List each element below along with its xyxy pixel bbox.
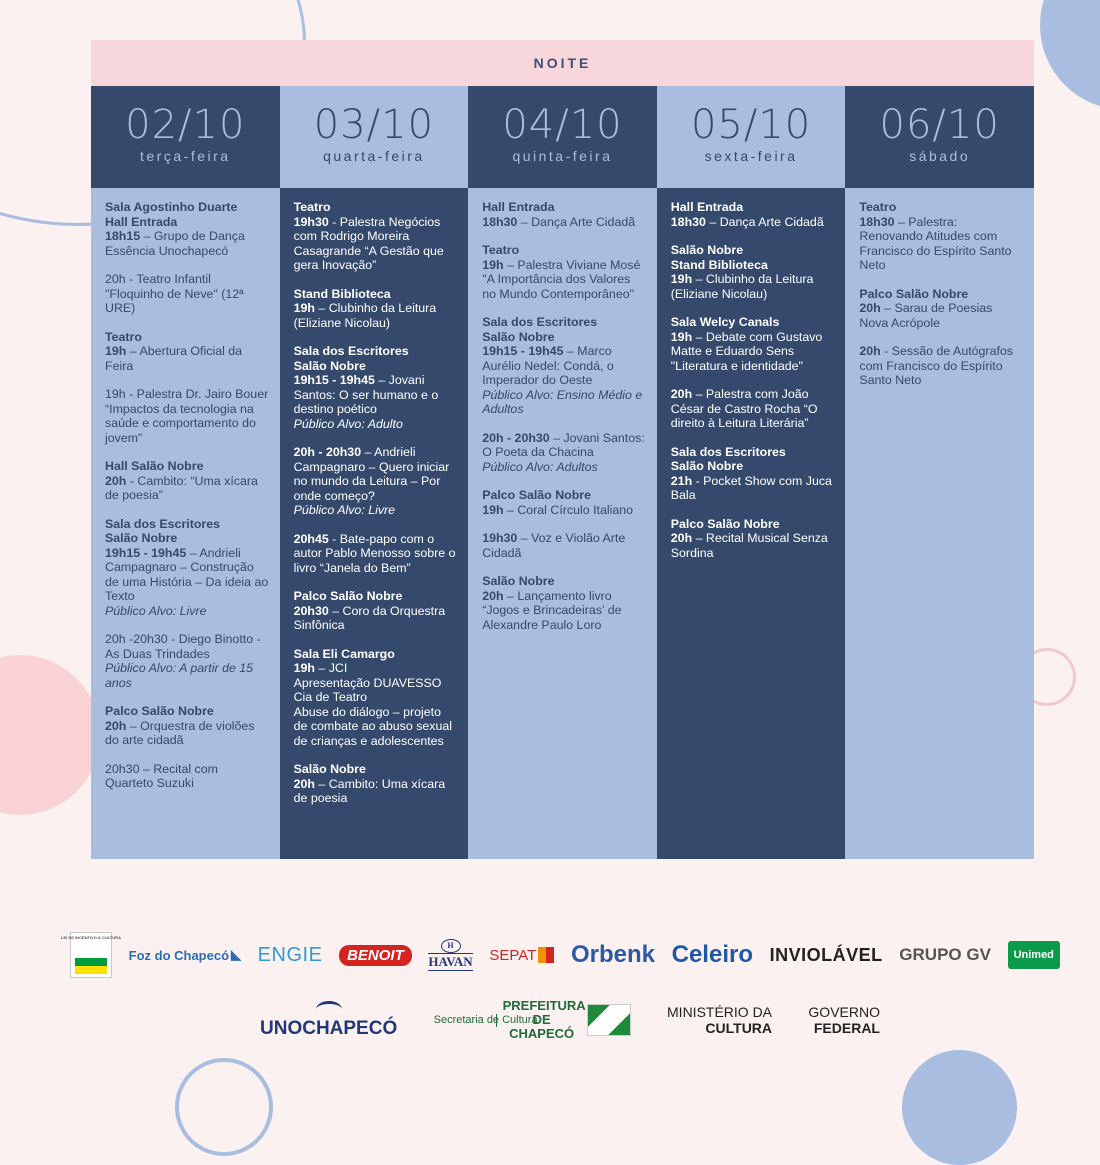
day-weekday: quinta-feira bbox=[512, 148, 613, 164]
event-time: 20h bbox=[105, 718, 127, 733]
event-description bbox=[671, 330, 823, 373]
event-item bbox=[105, 459, 270, 503]
event-description bbox=[294, 215, 444, 273]
event-location: Sala Eli Camargo bbox=[293, 646, 395, 661]
decorative-circle-top-right bbox=[1040, 0, 1100, 110]
day-header bbox=[280, 86, 469, 188]
logo-prefeitura-text: PREFEITURA DE CHAPECÓ bbox=[502, 998, 586, 1041]
logo-unimed bbox=[1008, 941, 1060, 969]
event-location: Teatro bbox=[859, 200, 897, 214]
event-description bbox=[482, 215, 635, 229]
logo-havan bbox=[428, 939, 472, 971]
event-time: 18h15 bbox=[105, 229, 141, 243]
event-text: - Cambito: “Uma xícara de poesia” bbox=[105, 473, 258, 502]
logo-prefeitura-chapeco bbox=[434, 999, 631, 1041]
event-item bbox=[294, 762, 459, 806]
event-description bbox=[294, 604, 446, 633]
logo-ministerio-cultura bbox=[667, 1004, 772, 1036]
event-item bbox=[671, 315, 836, 373]
day-events bbox=[657, 188, 846, 859]
event-time: 20h bbox=[482, 588, 504, 603]
event-description bbox=[482, 431, 645, 460]
event-item bbox=[671, 445, 836, 503]
event-text: 20h - Teatro Infantil "Floquinho de Neve" (12ª URE) bbox=[105, 272, 244, 315]
event-time: 20h bbox=[670, 531, 693, 545]
event-text: – Voz e Violão Arte Cidadã bbox=[482, 531, 626, 560]
event-location: Palco Salão Nobre bbox=[670, 516, 780, 531]
event-time: 19h bbox=[293, 301, 315, 315]
ministerio-line2: CULTURA bbox=[705, 1020, 773, 1036]
day-weekday: quarta-feira bbox=[323, 148, 425, 164]
chapeco-flag-icon bbox=[587, 1004, 631, 1036]
page-title: NOITE bbox=[91, 40, 1034, 86]
day-events bbox=[468, 188, 657, 859]
event-item bbox=[482, 315, 647, 417]
logo-foz-do-chapeco-text: Foz do Chapecó bbox=[128, 947, 230, 963]
day-date: 03/10 bbox=[313, 102, 435, 148]
havan-emblem-icon: H bbox=[441, 939, 461, 953]
event-time: 19h bbox=[482, 257, 504, 272]
event-description bbox=[294, 532, 456, 575]
logo-orbenk: Orbenk bbox=[570, 941, 655, 968]
logo-grupo-gv: GRUPO GV bbox=[899, 945, 991, 964]
event-time: 19h15 - 19h45 bbox=[293, 373, 375, 387]
event-item bbox=[671, 387, 836, 431]
event-text: – Andrieli Campagnaro – Construção de uma História – Da ideia ao Texto bbox=[105, 545, 269, 603]
logo-celeiro: Celeiro bbox=[671, 941, 753, 968]
event-text: – Andrieli Campagnaro – Quero iniciar no mundo da Leitura – Por onde começo? bbox=[293, 445, 450, 503]
event-location: Hall Entrada bbox=[670, 200, 744, 214]
logo-unochapeco bbox=[260, 1001, 397, 1040]
day-events bbox=[280, 188, 469, 859]
decorative-circle-left-pink bbox=[0, 655, 100, 815]
event-item bbox=[105, 517, 270, 619]
event-description bbox=[294, 445, 450, 503]
sepat-blocks-icon bbox=[538, 947, 554, 963]
event-location: Palco Salão Nobre bbox=[105, 704, 214, 718]
logo-lei-incentivo bbox=[61, 932, 121, 978]
event-item bbox=[294, 532, 459, 576]
event-description bbox=[294, 661, 452, 748]
event-description bbox=[105, 272, 244, 315]
event-text: – Recital Musical Senza Sordina bbox=[670, 531, 828, 560]
event-text: – Sarau de Poesias Nova Acrópole bbox=[859, 301, 993, 330]
event-time: 20h bbox=[105, 473, 127, 488]
day-column bbox=[657, 86, 846, 859]
event-time: 20h bbox=[293, 776, 315, 791]
event-description bbox=[859, 301, 992, 330]
event-item bbox=[105, 762, 270, 791]
event-location: Stand Biblioteca bbox=[293, 286, 391, 301]
event-location: Palco Salão Nobre bbox=[859, 286, 969, 301]
logo-unimed-text: Unimed bbox=[1013, 949, 1054, 961]
event-description bbox=[859, 215, 1011, 273]
day-header bbox=[657, 86, 846, 188]
day-date: 02/10 bbox=[125, 102, 246, 148]
event-text: – Marco Aurélio Nedel: Condá, o Imperador do Oeste bbox=[482, 344, 614, 387]
event-description bbox=[671, 474, 832, 503]
event-item bbox=[294, 287, 459, 331]
event-text: – Cambito: Uma xícara de poesia bbox=[293, 776, 446, 805]
event-location: Sala Agostinho Duarte Hall Entrada bbox=[105, 200, 238, 229]
event-location: Salão Nobre Stand Biblioteca bbox=[670, 243, 768, 272]
event-audience: Público Alvo: Adultos bbox=[482, 459, 598, 474]
event-time: 20h - 20h30 bbox=[482, 430, 550, 445]
logo-havan-text: HAVAN bbox=[428, 954, 473, 969]
event-time: 20h30 bbox=[293, 603, 329, 618]
event-description bbox=[482, 503, 633, 517]
event-item bbox=[482, 488, 647, 517]
governo-line2: FEDERAL bbox=[813, 1020, 880, 1036]
schedule-columns bbox=[91, 86, 1034, 859]
event-item bbox=[294, 589, 459, 633]
event-item bbox=[482, 243, 647, 301]
event-time: 20h - 20h30 bbox=[293, 445, 362, 459]
event-location: Sala Welcy Canals bbox=[670, 315, 780, 329]
ministerio-line1: MINISTÉRIO DA bbox=[667, 1004, 773, 1020]
event-description bbox=[859, 344, 1013, 387]
event-text: – Jovani Santos: O ser humano e o destino poético bbox=[293, 373, 439, 416]
event-description bbox=[671, 531, 828, 560]
event-item bbox=[482, 574, 647, 632]
event-time: 18h30 bbox=[482, 214, 518, 229]
event-description bbox=[671, 215, 824, 229]
event-location: Teatro bbox=[293, 200, 331, 214]
schedule-panel bbox=[91, 40, 1034, 859]
event-text: – Coral Círculo Italiano bbox=[503, 502, 634, 517]
event-location: Teatro bbox=[482, 243, 520, 257]
event-description bbox=[105, 229, 245, 258]
event-text: – Clubinho da Leitura (Eliziane Nicolau) bbox=[670, 272, 814, 301]
event-text: – Lançamento livro “Jogos e Brincadeiras’ de Alexandre Paulo Loro bbox=[482, 588, 622, 632]
event-location: Sala dos Escritores Salão Nobre bbox=[293, 344, 409, 373]
day-column bbox=[468, 86, 657, 859]
event-text: – Coro da Orquestra Sinfônica bbox=[293, 603, 446, 632]
event-description bbox=[482, 589, 621, 632]
event-description bbox=[482, 531, 625, 560]
event-time: 19h bbox=[105, 344, 127, 358]
event-item bbox=[671, 243, 836, 301]
event-time: 19h bbox=[670, 272, 693, 286]
event-item bbox=[859, 287, 1024, 331]
event-description bbox=[105, 546, 268, 604]
decorative-circle-bottom-left bbox=[175, 1058, 273, 1156]
event-item bbox=[671, 517, 836, 561]
event-text: - Bate-papo com o autor Pablo Menosso sobre o livro “Janela do Bem” bbox=[293, 531, 456, 575]
event-time: 20h45 bbox=[293, 531, 329, 546]
day-events bbox=[91, 188, 280, 859]
foz-wave-icon: ◣ bbox=[231, 947, 242, 962]
event-audience: Público Alvo: Ensino Médio e Adultos bbox=[482, 387, 643, 416]
event-item bbox=[105, 330, 270, 374]
event-item bbox=[294, 344, 459, 431]
event-time: 19h30 bbox=[293, 214, 329, 229]
event-location: Sala dos Escritores Salão Nobre bbox=[105, 516, 221, 545]
event-time: 20h bbox=[670, 387, 693, 401]
event-time: 19h15 - 19h45 bbox=[105, 545, 187, 560]
event-audience: Público Alvo: Adulto bbox=[293, 416, 403, 431]
event-time: 19h bbox=[293, 661, 315, 675]
event-location: Palco Salão Nobre bbox=[482, 488, 591, 502]
logo-benoit-text: BENOIT bbox=[347, 946, 404, 964]
day-date: 05/10 bbox=[690, 102, 812, 148]
event-item bbox=[105, 272, 270, 316]
institution-logos-row bbox=[260, 990, 880, 1050]
logo-benoit bbox=[339, 945, 412, 966]
event-text: – JCI Apresentação DUAVESSO Cia de Teatro Abuse do diálogo – projeto de combate ao abuso sexual de crianças e adolescentes bbox=[293, 661, 453, 748]
day-weekday: sábado bbox=[909, 148, 971, 164]
event-text: - Pocket Show com Juca Bala bbox=[670, 473, 832, 502]
day-header bbox=[468, 86, 657, 188]
event-description bbox=[294, 301, 437, 330]
day-weekday: terça-feira bbox=[140, 148, 231, 164]
day-header bbox=[845, 86, 1034, 188]
event-item bbox=[859, 200, 1024, 273]
event-description bbox=[105, 474, 258, 503]
day-date: 06/10 bbox=[879, 102, 1000, 148]
event-time: 21h bbox=[670, 473, 693, 488]
event-item bbox=[482, 200, 647, 229]
event-item bbox=[105, 387, 270, 445]
day-date: 04/10 bbox=[502, 102, 623, 148]
event-item bbox=[671, 200, 836, 229]
event-item bbox=[294, 200, 459, 273]
event-description bbox=[105, 632, 261, 661]
event-audience: Público Alvo: Livre bbox=[105, 603, 207, 618]
sponsor-logos-row bbox=[61, 930, 1060, 980]
event-location: Palco Salão Nobre bbox=[293, 589, 403, 603]
event-text: – Clubinho da Leitura (Eliziane Nicolau) bbox=[293, 301, 437, 330]
event-text: - Palestra Negócios com Rodrigo Moreira Casagrande “A Gestão que gera Inovação” bbox=[293, 214, 444, 272]
event-text: - Sessão de Autógrafos com Francisco do Espírito Santo Neto bbox=[859, 344, 1013, 387]
event-text: – Grupo de Dança Essência Unochapecó bbox=[105, 229, 245, 258]
event-location: Hall Entrada bbox=[482, 200, 555, 214]
logo-sepat bbox=[489, 947, 554, 964]
event-description bbox=[482, 258, 640, 301]
event-description bbox=[105, 762, 218, 791]
event-item bbox=[859, 344, 1024, 388]
day-column bbox=[280, 86, 469, 859]
event-location: Salão Nobre bbox=[482, 574, 555, 588]
logo-sepat-text: SEPAT bbox=[489, 946, 537, 964]
logo-lei-incentivo-text: LEI DE INCENTIVO À CULTURA bbox=[61, 935, 121, 940]
event-location: Salão Nobre bbox=[293, 762, 366, 776]
event-description bbox=[105, 387, 268, 445]
event-time: 18h30 bbox=[859, 214, 895, 229]
event-description bbox=[294, 373, 439, 416]
event-audience: Público Alvo: Livre bbox=[293, 503, 396, 517]
event-text: 20h -20h30 - Diego Binotto - As Duas Trindades bbox=[105, 632, 261, 661]
decorative-circle-bottom-right bbox=[902, 1050, 1017, 1165]
event-location: Sala dos Escritores Salão Nobre bbox=[482, 315, 598, 344]
event-text: – Palestra: Renovando Atitudes com Francisco do Espírito Santo Neto bbox=[859, 214, 1012, 272]
event-item bbox=[482, 431, 647, 475]
logo-unochapeco-text: UNOCHAPECÓ bbox=[260, 1017, 398, 1039]
unochapeco-swirl-icon bbox=[316, 1001, 342, 1018]
event-text: 19h - Palestra Dr. Jairo Bouer “Impactos da tecnologia na saúde e comportamento do jovem” bbox=[105, 387, 269, 445]
day-header bbox=[91, 86, 280, 188]
logo-secretaria-text: Secretaria de Cultura bbox=[433, 1013, 538, 1026]
governo-line1: GOVERNO bbox=[808, 1004, 880, 1020]
event-time: 18h30 bbox=[670, 214, 706, 229]
logo-engie: ENGIE bbox=[257, 943, 323, 966]
event-item bbox=[105, 704, 270, 748]
event-time: 20h bbox=[859, 301, 881, 315]
event-text: – Abertura Oficial da Feira bbox=[105, 344, 243, 373]
day-weekday: sexta-feira bbox=[704, 148, 798, 164]
event-time: 19h15 - 19h45 bbox=[482, 344, 564, 358]
event-text: – Dança Arte Cidadã bbox=[517, 214, 636, 229]
event-description bbox=[671, 272, 814, 301]
event-description bbox=[671, 387, 818, 430]
event-location: Teatro bbox=[105, 329, 142, 344]
event-description bbox=[105, 719, 254, 748]
logo-foz-do-chapeco bbox=[129, 947, 241, 963]
day-column bbox=[845, 86, 1034, 859]
event-location: Hall Salão Nobre bbox=[105, 459, 204, 473]
event-item bbox=[294, 445, 459, 518]
day-column bbox=[91, 86, 280, 859]
day-events bbox=[845, 188, 1034, 859]
logo-governo-federal bbox=[808, 1004, 880, 1036]
event-item bbox=[294, 647, 459, 749]
logo-inviolavel: INVIOLÁVEL bbox=[769, 944, 883, 965]
event-item bbox=[105, 632, 270, 690]
event-audience: Público Alvo: A partir de 15 anos bbox=[105, 661, 254, 690]
event-item bbox=[482, 531, 647, 560]
event-text: – Jovani Santos: O Poeta da Chacina bbox=[482, 430, 645, 459]
event-text: 20h30 – Recital com Quarteto Suzuki bbox=[105, 761, 218, 790]
event-time: 19h30 bbox=[482, 531, 518, 545]
event-text: – Dança Arte Cidadã bbox=[705, 214, 824, 229]
event-text: – Orquestra de violões do arte cidadã bbox=[105, 718, 255, 747]
event-description bbox=[294, 777, 446, 806]
event-time: 19h bbox=[670, 329, 693, 344]
event-description bbox=[105, 344, 242, 373]
event-description bbox=[482, 344, 614, 387]
brazil-flag-icon bbox=[75, 958, 107, 974]
event-text: – Debate com Gustavo Matte e Eduardo Sens "Literatura e identidade" bbox=[670, 329, 823, 373]
event-time: 19h bbox=[482, 502, 504, 517]
event-location: Sala dos Escritores Salão Nobre bbox=[670, 444, 786, 473]
event-time: 20h bbox=[859, 344, 881, 358]
event-text: – Palestra Viviane Mosé "A Importância dos Valores no Mundo Contemporâneo" bbox=[482, 257, 641, 301]
event-text: – Palestra com João César de Castro Rocha “O direito à Leitura Literária” bbox=[670, 387, 818, 430]
event-item bbox=[105, 200, 270, 258]
